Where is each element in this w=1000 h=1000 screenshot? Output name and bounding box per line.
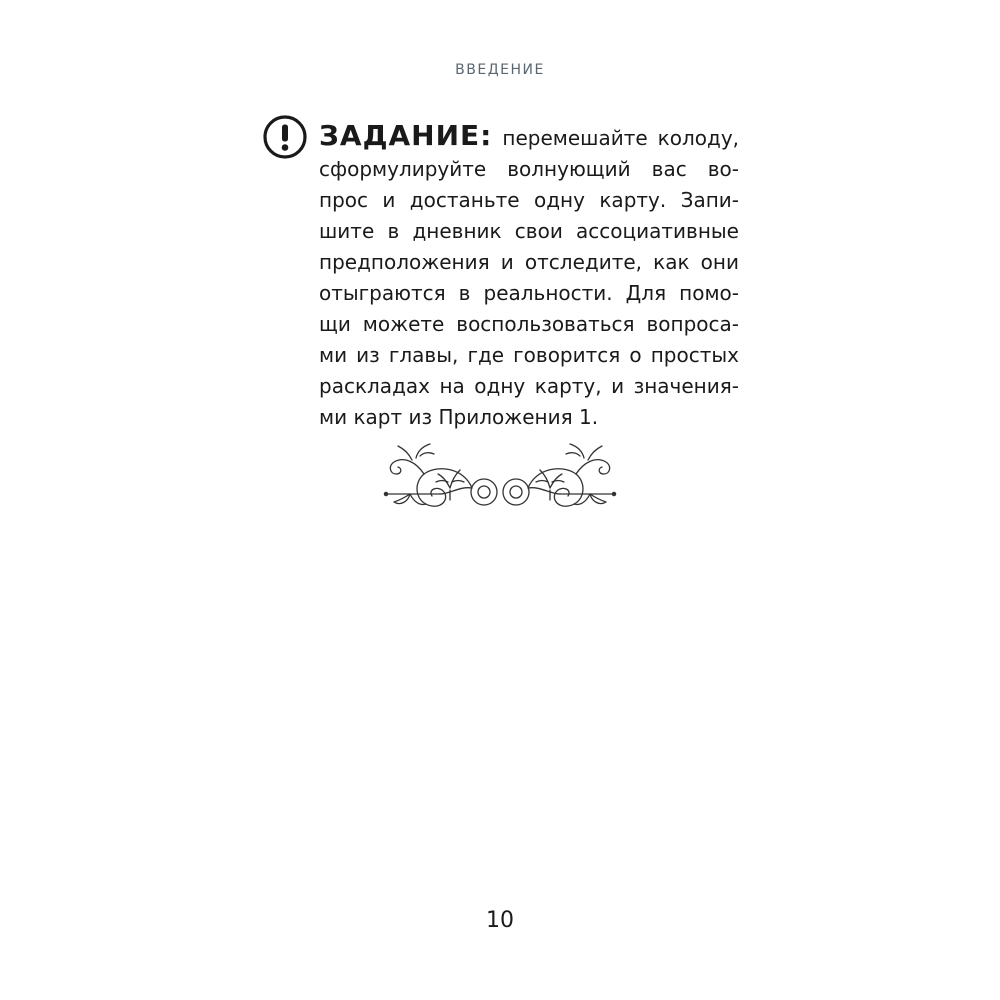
task-line: щи можете воспользоваться вопроса- xyxy=(319,312,739,336)
task-line-first xyxy=(319,120,739,154)
task-label: ЗАДАНИЕ: xyxy=(319,119,493,152)
task-line: прос и достаньте одну карту. Запи- xyxy=(319,188,739,212)
floral-divider-icon xyxy=(380,438,620,522)
page-number: 10 xyxy=(486,908,514,933)
task-line: ми из главы, где говорится о простых xyxy=(319,343,739,367)
task-line: предположения и отследите, как они xyxy=(319,250,739,274)
task-first-line-text: перемешайте колоду, xyxy=(502,126,740,150)
task-line: ми карт из Приложения 1. xyxy=(319,405,599,429)
exclamation-circle-icon xyxy=(262,114,308,160)
task-line: сформулируйте волнующий вас во- xyxy=(319,157,739,181)
running-head: ВВЕДЕНИЕ xyxy=(455,62,545,78)
task-line: раскладах на одну карту, и значения- xyxy=(319,374,739,398)
task-line: отыграются в реальности. Для помо- xyxy=(319,281,739,305)
task-paragraph xyxy=(319,120,739,433)
task-line: шите в дневник свои ассоциативные xyxy=(319,219,739,243)
